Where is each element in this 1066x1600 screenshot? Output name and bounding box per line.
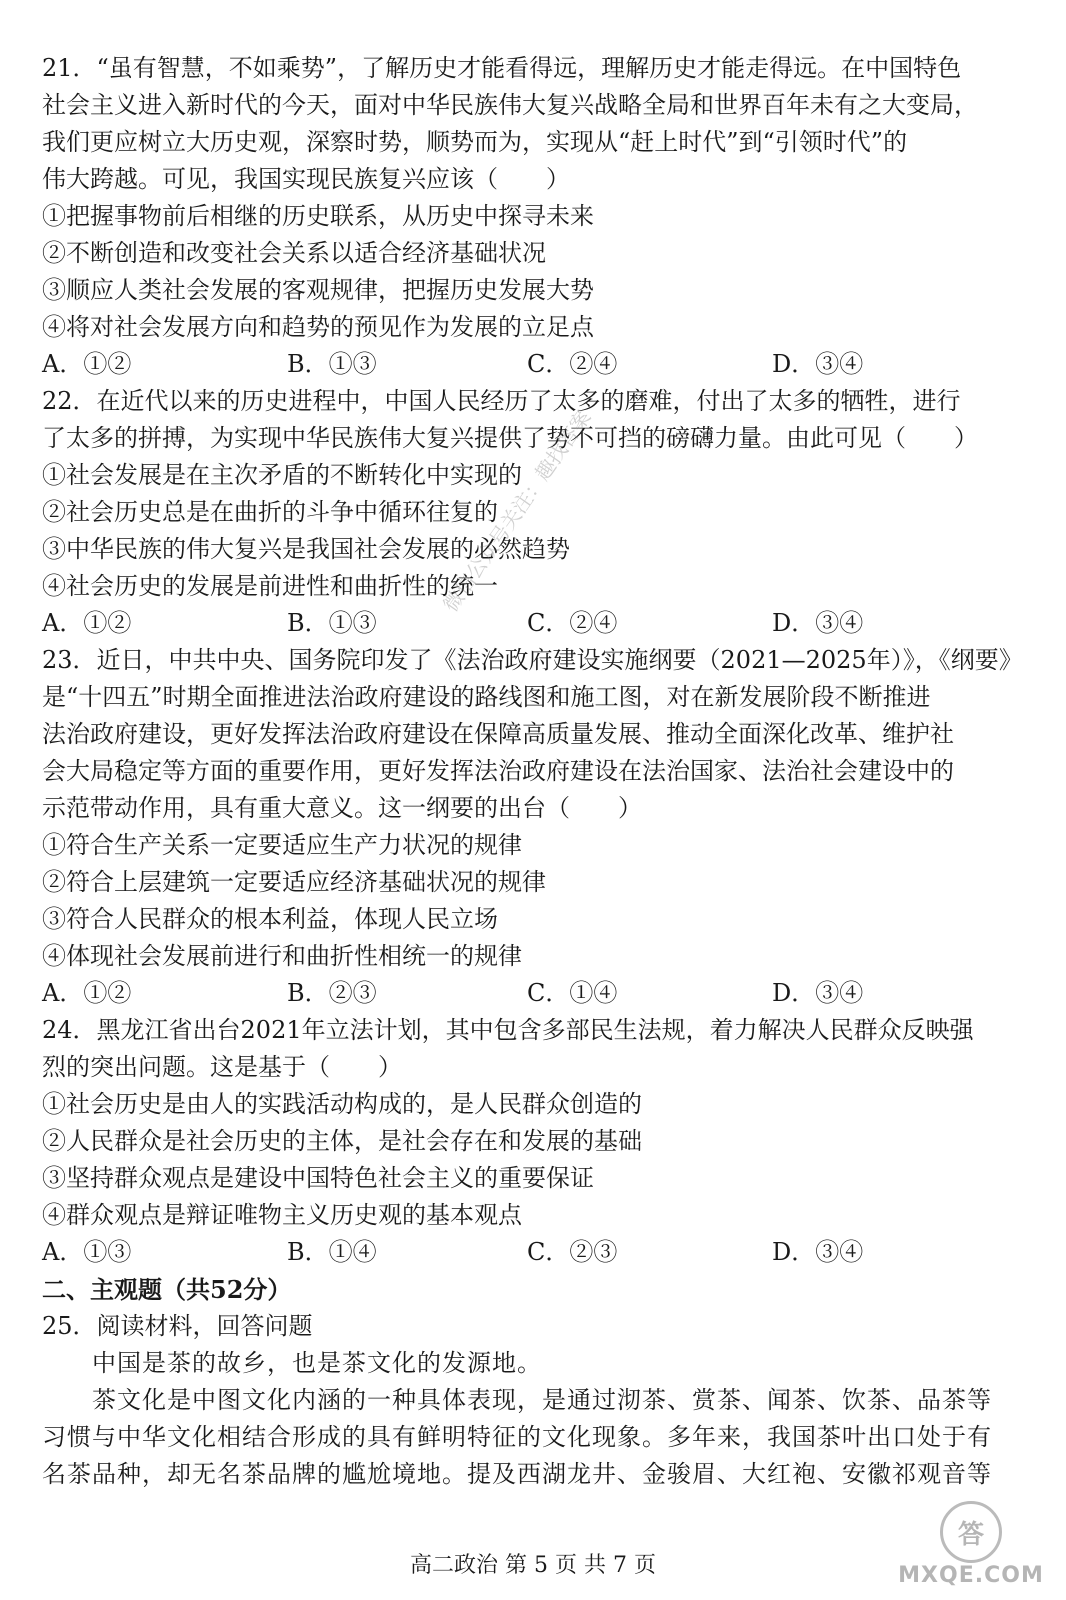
q23-item: ③符合人民群众的根本利益，体现人民立场 xyxy=(42,905,498,933)
q25-paragraph-1: 中国是茶的故乡，也是茶文化的发源地。 xyxy=(92,1349,542,1377)
q23-item: ②符合上层建筑一定要适应经济基础状况的规律 xyxy=(42,868,546,896)
q22-option-d: D．③④ xyxy=(772,609,864,637)
logo-icon: 答 xyxy=(940,1501,1002,1563)
q21-stem-line: 我们更应树立大历史观，深察时势，顺势而为，实现从“赶上时代”到“引领时代”的 xyxy=(42,128,908,156)
q21-stem-line: 伟大跨越。可见，我国实现民族复兴应该（ ） xyxy=(42,165,570,193)
q22-option-a: A．①② xyxy=(42,609,132,637)
q22-option-b: B．①③ xyxy=(287,609,377,637)
site-logo xyxy=(896,1498,1046,1588)
q24-item: ②人民群众是社会历史的主体，是社会存在和发展的基础 xyxy=(42,1127,642,1155)
q21-item: ④将对社会发展方向和趋势的预见作为发展的立足点 xyxy=(42,313,594,341)
q25-title: 25．阅读材料，回答问题 xyxy=(42,1312,313,1340)
q23-stem-line: 23．近日，中共中央、国务院印发了《法治政府建设实施纲要（2021—2025年）》，《纲要》 xyxy=(42,646,1023,674)
q23-stem-line: 是“十四五”时期全面推进法治政府建设的路线图和施工图，对在新发展阶段不断推进 xyxy=(42,683,931,711)
q24-option-b: B．①④ xyxy=(287,1238,377,1266)
q21-option-d: D．③④ xyxy=(772,350,864,378)
q23-stem-line: 示范带动作用，具有重大意义。这一纲要的出台（ ） xyxy=(42,794,642,822)
question-25 xyxy=(42,1308,992,1493)
q23-options xyxy=(42,975,992,1012)
q23-item: ④体现社会发展前进行和曲折性相统一的规律 xyxy=(42,942,522,970)
q23-option-c: C．①④ xyxy=(527,979,618,1007)
q22-item: ③中华民族的伟大复兴是我国社会发展的必然趋势 xyxy=(42,535,570,563)
q22-stem-line: 22．在近代以来的历史进程中，中国人民经历了太多的磨难，付出了太多的牺牲，进行 xyxy=(42,387,961,415)
q21-option-a: A．①② xyxy=(42,350,132,378)
q21-option-b: B．①③ xyxy=(287,350,377,378)
q24-stem-line: 24．黑龙江省出台2021年立法计划，其中包含多部民生法规，着力解决人民群众反映强 xyxy=(42,1016,974,1044)
watermark-text: 微信公众号关注：趣找答案 xyxy=(438,405,596,617)
question-23 xyxy=(42,642,1023,1012)
logo-site: MXQE.COM xyxy=(898,1563,1044,1588)
q25-paragraph-line: 名茶品种，却无名茶品牌的尴尬境地。提及西湖龙井、金骏眉、大红袍、安徽祁观音等 xyxy=(42,1460,992,1488)
q22-option-c: C．②④ xyxy=(527,609,618,637)
q21-stem-line: 社会主义进入新时代的今天，面对中华民族伟大复兴战略全局和世界百年未有之大变局， xyxy=(42,91,978,119)
q21-stem-line: 21．“虽有智慧，不如乘势”，了解历史才能看得远，理解历史才能走得远。在中国特色 xyxy=(42,54,962,82)
q21-item: ②不断创造和改变社会关系以适合经济基础状况 xyxy=(42,239,546,267)
q23-stem-line: 会大局稳定等方面的重要作用，更好发挥法治政府建设在法治国家、法治社会建设中的 xyxy=(42,757,954,785)
q23-stem-line: 法治政府建设，更好发挥法治政府建设在保障高质量发展、推动全面深化改革、维护社 xyxy=(42,720,954,748)
exam-page xyxy=(42,50,1023,1493)
q23-item: ①符合生产关系一定要适应生产力状况的规律 xyxy=(42,831,522,859)
q24-option-a: A．①③ xyxy=(42,1238,132,1266)
q22-options xyxy=(42,605,992,642)
q22-item: ④社会历史的发展是前进性和曲折性的统一 xyxy=(42,572,498,600)
q23-option-b: B．②③ xyxy=(287,979,377,1007)
question-24 xyxy=(42,1012,992,1271)
page-footer: 高二政治 第 5 页 共 7 页 xyxy=(410,1553,656,1578)
q22-stem-line: 了太多的拼搏，为实现中华民族伟大复兴提供了势不可挡的磅礴力量。由此可见（ ） xyxy=(42,424,978,452)
section-heading: 二、主观题（共52分） xyxy=(42,1275,292,1304)
q23-option-a: A．①② xyxy=(42,979,132,1007)
q24-stem-line: 烈的突出问题。这是基于（ ） xyxy=(42,1053,402,1081)
q24-options xyxy=(42,1234,992,1271)
q21-item: ③顺应人类社会发展的客观规律，把握历史发展大势 xyxy=(42,276,594,304)
q22-item: ②社会历史总是在曲折的斗争中循环往复的 xyxy=(42,498,498,526)
q24-item: ④群众观点是辩证唯物主义历史观的基本观点 xyxy=(42,1201,522,1229)
q21-options xyxy=(42,346,992,383)
q25-paragraph-line: 习惯与中华文化相结合形成的具有鲜明特征的文化现象。多年来，我国茶叶出口处于有 xyxy=(42,1423,992,1451)
q25-paragraph-2: 茶文化是中图文化内涵的一种具体表现，是通过沏茶、赏茶、闻茶、饮茶、品茶等 xyxy=(92,1386,992,1414)
q24-option-d: D．③④ xyxy=(772,1238,864,1266)
q24-item: ①社会历史是由人的实践活动构成的，是人民群众创造的 xyxy=(42,1090,642,1118)
q24-item: ③坚持群众观点是建设中国特色社会主义的重要保证 xyxy=(42,1164,594,1192)
q21-option-c: C．②④ xyxy=(527,350,618,378)
question-21 xyxy=(42,50,992,383)
q21-item: ①把握事物前后相继的历史联系，从历史中探寻未来 xyxy=(42,202,594,230)
q24-option-c: C．②③ xyxy=(527,1238,618,1266)
q23-option-d: D．③④ xyxy=(772,979,864,1007)
q22-item: ①社会发展是在主次矛盾的不断转化中实现的 xyxy=(42,461,522,489)
